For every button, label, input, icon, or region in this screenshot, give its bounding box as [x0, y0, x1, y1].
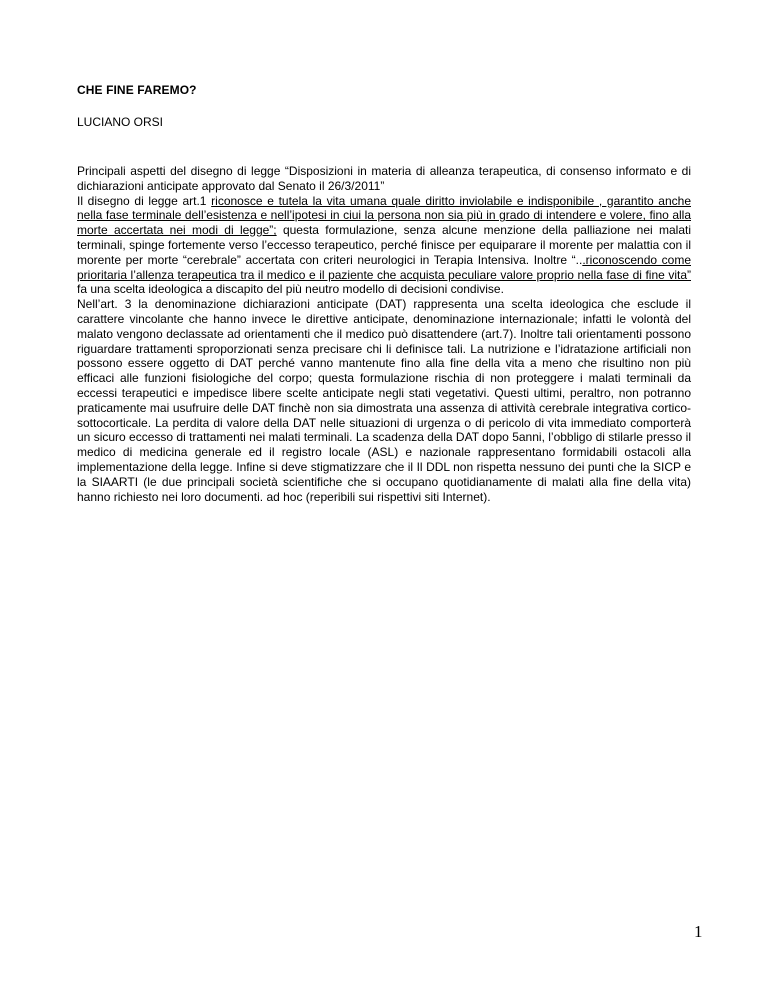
underlined-quote-2: .riconoscendo come prioritaria l’allenza terapeutica tra il medico e il paziente che acquista peculiare valore proprio nella fase di fine vita” [77, 252, 691, 282]
paragraph-article-3: Nell’art. 3 la denominazione dichiarazioni anticipate (DAT) rappresenta una scelta ideologica che esclude il carattere vincolante che hanno invece le direttive anticipate, denominazione internazionale; infatti le volontà del malato vengono declassate ad orientamenti che il medico può disattendere (art.7). Inoltre tali orientamenti possono riguardare trattamenti sproporzionati senza precisare chi li definisce tali. La nutrizione e l’idratazione artificiali non possono essere oggetto di DAT perché vanno mantenute fino alla fine della vita a meno che risultino non più efficaci alle funzioni fisiologiche del corpo; questa formulazione rischia di non proteggere i malati terminali da eccessi terapeutici e impedisce libere scelte anticipate negli stati vegetativi. Questi ultimi, peraltro, non potranno praticamente mai usufruire delle DAT finchè non sia dimostrata una assenza di attività cerebrale integrativa cortico-sottocorticale. La perdita di valore della DAT nelle situazioni di urgenza o di pericolo di vita immediato comporterà un sicuro eccesso di trattamenti nei malati terminali. La scadenza della DAT dopo 5anni, l’obbligo di stilarle presso il medico di medicina generale ed il registro locale (ASL) e nazionale rappresentano formidabili ostacoli alla implementazione della legge. Infine si deve stigmatizzare che il Il DDL non rispetta nessuno dei punti che la SICP e la SIAARTI (le due principali società scientifiche che si occupano quotidianamente di malati alla fine della vita) hanno richiesto nei loro documenti. ad hoc (reperibili sui rispettivi siti Internet). [77, 297, 691, 504]
paragraph-intro: Principali aspetti del disegno di legge “Disposizioni in materia di alleanza terapeutica, di consenso informato e di dichiarazioni anticipate approvato dal Senato il 26/3/2011” [77, 164, 691, 193]
paragraph-article-1-middle: questa formulazione, senza alcune menzione della palliazione nei malati terminali, spinge fortemente verso l’eccesso terapeutico, perché finisce per equiparare il morente per malattia con il morente per morte “cerebrale” accertata con criteri neurologici in Terapia Intensiva. Inoltre “.. [77, 223, 691, 267]
paragraph-article-1 [77, 194, 691, 298]
document-title: CHE FINE FAREMO? [77, 83, 197, 97]
page-number: 1 [694, 922, 703, 941]
underlined-quote-1: riconosce e tutela la vita umana quale diritto inviolabile e indisponibile , garantito anche nella fase terminale dell’esistenza e nell’ipotesi in ciui la persona non sia più in grado di intendere e volere, fino alla morte accertata nei modi di legge”; [77, 193, 691, 238]
paragraph-article-1-end: fa una scelta ideologica a discapito del più neutro modello di decisioni condivise. [77, 282, 504, 297]
author-name: LUCIANO ORSI [77, 115, 164, 129]
document-body [77, 164, 691, 504]
paragraph-article-1-intro: Il disegno di legge art.1 [77, 193, 212, 208]
